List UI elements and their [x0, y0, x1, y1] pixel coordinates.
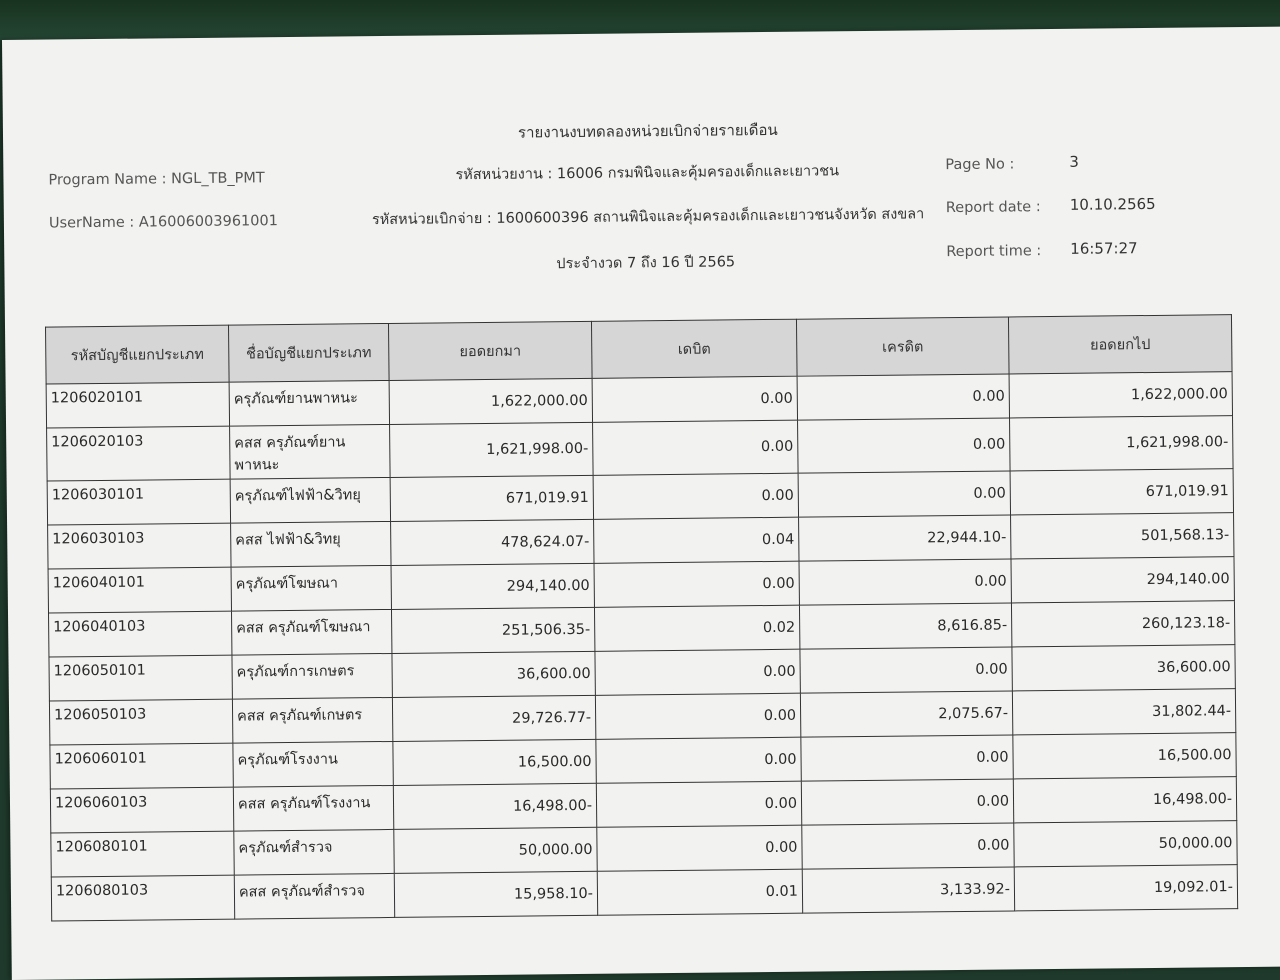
brought-forward-cell: 1,622,000.00: [389, 378, 592, 424]
brought-forward-cell: 478,624.07-: [391, 519, 594, 565]
carried-forward-cell: 31,802.44-: [1012, 689, 1235, 735]
report-time-value: 16:57:27: [1070, 239, 1138, 258]
disbursing-unit-line: รหัสหน่วยเบิกจ่าย : 1600600396 สถานพินิจและคุ้มครองเด็กและเยาวชนจังหวัด สงขลา: [371, 206, 925, 229]
debit-cell: 0.00: [595, 693, 800, 739]
debit-cell: 0.01: [597, 869, 802, 915]
credit-cell: 22,944.10-: [799, 515, 1011, 561]
carried-forward-cell: 294,140.00: [1011, 557, 1234, 603]
brought-forward-cell: 1,621,998.00-: [390, 422, 594, 477]
agency-line: รหัสหน่วยงาน : 16006 กรมพินิจและคุ้มครองเด็กและเยาวชน: [455, 163, 840, 184]
carried-forward-cell: 50,000.00: [1014, 821, 1237, 867]
debit-cell: 0.00: [597, 825, 802, 871]
carried-forward-cell: 671,019.91: [1010, 469, 1233, 515]
debit-cell: 0.00: [596, 737, 801, 783]
account-code: 1206020103: [47, 426, 231, 481]
account-code: 1206050103: [49, 699, 232, 745]
account-name-text: คสส ครุภัณฑ์โรงงาน: [237, 795, 371, 813]
account-name: [232, 697, 392, 743]
account-code: 1206030101: [47, 479, 230, 525]
report-page: [2, 27, 1280, 980]
credit-cell: 0.00: [799, 559, 1011, 605]
account-name-text: คสส ไฟฟ้า&วิทยุ: [235, 531, 341, 549]
carried-forward-cell: 1,622,000.00: [1009, 372, 1232, 418]
account-name: [233, 785, 393, 831]
account-name: [231, 565, 391, 611]
carried-forward-cell: 16,500.00: [1013, 733, 1236, 779]
credit-cell: 0.00: [798, 418, 1011, 473]
debit-cell: 0.00: [595, 649, 800, 695]
credit-cell: 0.00: [800, 647, 1012, 693]
brought-forward-cell: 50,000.00: [394, 827, 597, 873]
account-name-text: ครุภัณฑ์โฆษณา: [235, 575, 339, 593]
account-code: 1206080103: [51, 875, 234, 921]
report-date-label: Report date :: [945, 199, 1041, 217]
credit-cell: 0.00: [801, 779, 1013, 825]
account-name: [230, 477, 390, 523]
brought-forward-cell: 36,600.00: [392, 651, 595, 697]
debit-cell: 0.00: [593, 473, 798, 519]
account-name: [232, 653, 392, 699]
account-name-text: คสส ครุภัณฑ์เกษตร: [237, 707, 363, 725]
carried-forward-cell: 36,600.00: [1012, 645, 1235, 691]
credit-cell: 0.00: [801, 735, 1013, 781]
credit-cell: 2,075.67-: [800, 691, 1012, 737]
brought-forward-cell: 251,506.35-: [391, 607, 594, 653]
user-name: UserName : A16006003961001: [48, 213, 279, 232]
account-code: 1206040103: [49, 611, 232, 657]
debit-cell: 0.02: [594, 605, 799, 651]
account-name: [231, 521, 391, 567]
debit-cell: 0.00: [592, 376, 797, 422]
credit-cell: 3,133.92-: [802, 867, 1014, 913]
header-carried-forward: ยอดยกไป: [1008, 315, 1232, 374]
account-name-text: ครุภัณฑ์สำรวจ: [238, 839, 333, 857]
brought-forward-cell: 16,500.00: [393, 739, 596, 785]
program-name: Program Name : NGL_TB_PMT: [48, 170, 265, 189]
account-name: [234, 873, 394, 919]
debit-cell: 0.00: [594, 561, 799, 607]
debit-cell: 0.00: [596, 781, 801, 827]
report-time-label: Report time :: [946, 243, 1042, 261]
header-credit: เครดิต: [796, 317, 1009, 376]
account-code: 1206080101: [51, 831, 234, 877]
account-code: 1206030103: [48, 523, 231, 569]
account-name-text: คสส ครุภัณฑ์สำรวจ: [238, 883, 365, 901]
carried-forward-cell: 501,568.13-: [1011, 513, 1234, 559]
header-brought-forward: ยอดยกมา: [388, 321, 592, 380]
credit-cell: 0.00: [798, 471, 1010, 517]
account-code: 1206060103: [50, 787, 233, 833]
account-name: [234, 829, 394, 875]
credit-cell: 0.00: [797, 374, 1009, 420]
report-title: รายงานงบทดลองหน่วยเบิกจ่ายรายเดือน: [517, 120, 778, 142]
brought-forward-cell: 294,140.00: [391, 563, 594, 609]
account-name-text: ครุภัณฑ์การเกษตร: [236, 663, 355, 681]
debit-cell: 0.04: [594, 517, 799, 563]
page-no-label: Page No :: [945, 156, 1015, 174]
brought-forward-cell: 29,726.77-: [392, 695, 595, 741]
report-date-value: 10.10.2565: [1069, 194, 1156, 214]
account-name-text: ครุภัณฑ์ไฟฟ้า&วิทยุ: [234, 487, 361, 505]
account-name-text: ครุภัณฑ์ยานพาหนะ: [233, 390, 358, 408]
trial-balance-table: [45, 314, 1238, 921]
credit-cell: 8,616.85-: [799, 603, 1011, 649]
account-name: [229, 380, 389, 426]
debit-cell: 0.00: [593, 420, 799, 475]
account-code: 1206050101: [49, 655, 232, 701]
carried-forward-cell: 19,092.01-: [1014, 865, 1237, 911]
account-name: [231, 609, 391, 655]
period-line: ประจำงวด 7 ถึง 16 ปี 2565: [556, 254, 736, 273]
account-name: [233, 741, 393, 787]
carried-forward-cell: 16,498.00-: [1013, 777, 1236, 823]
carried-forward-cell: 260,123.18-: [1011, 601, 1234, 647]
header-debit: เดบิต: [591, 319, 797, 378]
header-account-name: ชื่อบัญชีแยกประเภท: [228, 323, 389, 382]
account-code: 1206060101: [50, 743, 233, 789]
account-name-text: คสส ครุภัณฑ์ยานพาหนะ: [234, 434, 346, 474]
brought-forward-cell: 16,498.00-: [393, 783, 596, 829]
header-account-code: รหัสบัญชีแยกประเภท: [46, 325, 230, 384]
account-name: [230, 424, 391, 479]
account-code: 1206040101: [48, 567, 231, 613]
brought-forward-cell: 671,019.91: [390, 475, 593, 521]
account-name-text: คสส ครุภัณฑ์โฆษณา: [236, 619, 371, 637]
brought-forward-cell: 15,958.10-: [394, 871, 597, 917]
account-code: 1206020101: [46, 382, 229, 428]
credit-cell: 0.00: [802, 823, 1014, 869]
account-name-text: ครุภัณฑ์โรงงาน: [237, 751, 338, 769]
carried-forward-cell: 1,621,998.00-: [1010, 416, 1234, 471]
page-no-value: 3: [1069, 152, 1079, 171]
